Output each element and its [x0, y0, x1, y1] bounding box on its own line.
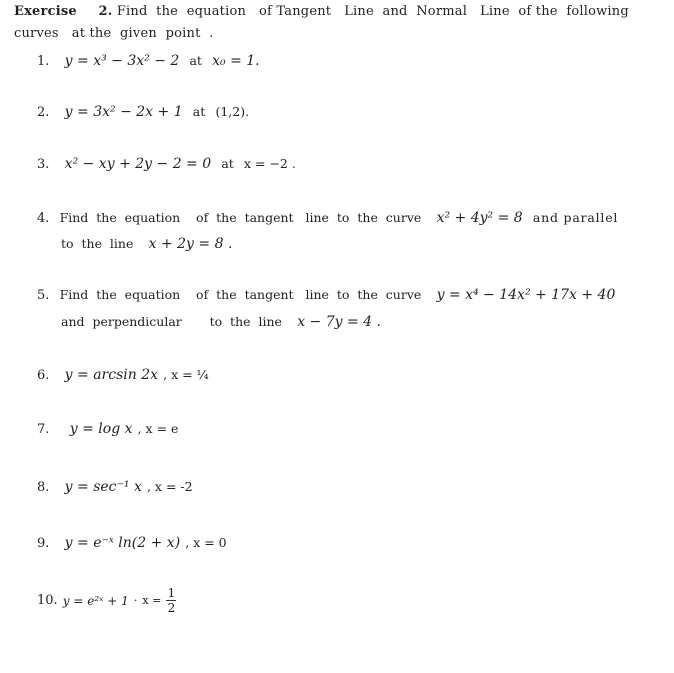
exercise-item-5-line2	[61, 311, 381, 330]
item-text: Find the equation of the tangent line to the curve	[59, 210, 422, 225]
exercise-header	[14, 4, 629, 19]
item-expression: x² + 4y² = 8	[436, 210, 523, 226]
item-expression: y = sec⁻¹ x	[64, 479, 142, 495]
item-expression: y = x³ − 3x² − 2	[64, 53, 180, 69]
item-text-tail: and parallel	[532, 210, 619, 225]
item-expression: x − 7y = 4 .	[297, 314, 381, 330]
exercise-item-7	[37, 418, 178, 437]
item-point: x = −2 .	[243, 156, 296, 171]
exercise-item-1	[37, 50, 260, 69]
item-point: x =	[142, 594, 162, 607]
fraction-numerator: 1	[167, 586, 176, 600]
item-expression: y = 3x² − 2x + 1	[64, 104, 183, 120]
item-at: at	[189, 53, 202, 68]
item-point: (1,2).	[215, 104, 250, 119]
item-at: at	[221, 156, 234, 171]
fraction	[166, 586, 176, 615]
item-expression: y = arcsin 2x	[64, 367, 159, 383]
exercise-item-8	[37, 476, 193, 495]
item-number: 1.	[37, 54, 50, 69]
item-number: 4.	[37, 211, 50, 226]
fraction-denominator: 2	[167, 601, 176, 615]
item-number: 9.	[37, 536, 50, 551]
item-text: and perpendicular to the line	[61, 314, 282, 329]
exercise-item-4-line2	[61, 233, 232, 252]
exercise-item-5	[37, 284, 615, 303]
exercise-number: 2.	[98, 4, 113, 19]
item-text: Find the equation of the tangent line to the curve	[59, 287, 422, 302]
item-point: , x = e	[137, 421, 179, 436]
item-point: , x = ¼	[163, 367, 209, 382]
exercise-item-3	[37, 153, 296, 172]
item-text: to the line	[61, 236, 134, 251]
exercise-item-9	[37, 532, 227, 551]
exercise-title: Find the equation of Tangent Line and Normal Line of the following	[116, 4, 629, 19]
exercise-item-10: 10. y = e²ˣ + 1 · x = $\frac{1}{2}$	[37, 586, 176, 615]
item-number: 6.	[37, 368, 50, 383]
exercise-item-6	[37, 364, 209, 383]
exercise-subtitle: curves at the given point .	[14, 26, 214, 41]
item-point: x₀ = 1.	[212, 53, 260, 69]
item-number: 5.	[37, 288, 50, 303]
item-expression: y = e⁻ˣ ln(2 + x)	[64, 535, 181, 551]
item-point: , x = 0	[185, 535, 227, 550]
item-number: 10.	[37, 593, 58, 608]
item-expression: y = x⁴ − 14x² + 17x + 40	[436, 287, 616, 303]
item-expression: y = log x	[69, 421, 133, 437]
item-at: at	[192, 104, 206, 119]
exercise-item-2	[37, 101, 249, 120]
exercise-item-4	[37, 207, 618, 226]
item-point: , x = -2	[146, 479, 193, 494]
item-expression: x² − xy + 2y − 2 = 0	[64, 156, 212, 172]
item-number: 7.	[37, 422, 50, 437]
item-expression: x + 2y = 8 .	[148, 236, 233, 252]
item-number: 2.	[37, 105, 50, 120]
exercise-label: Exercise	[14, 4, 77, 19]
item-number: 8.	[37, 480, 50, 495]
item-number: 3.	[37, 157, 50, 172]
item-expression: y = e²ˣ + 1	[62, 593, 129, 608]
